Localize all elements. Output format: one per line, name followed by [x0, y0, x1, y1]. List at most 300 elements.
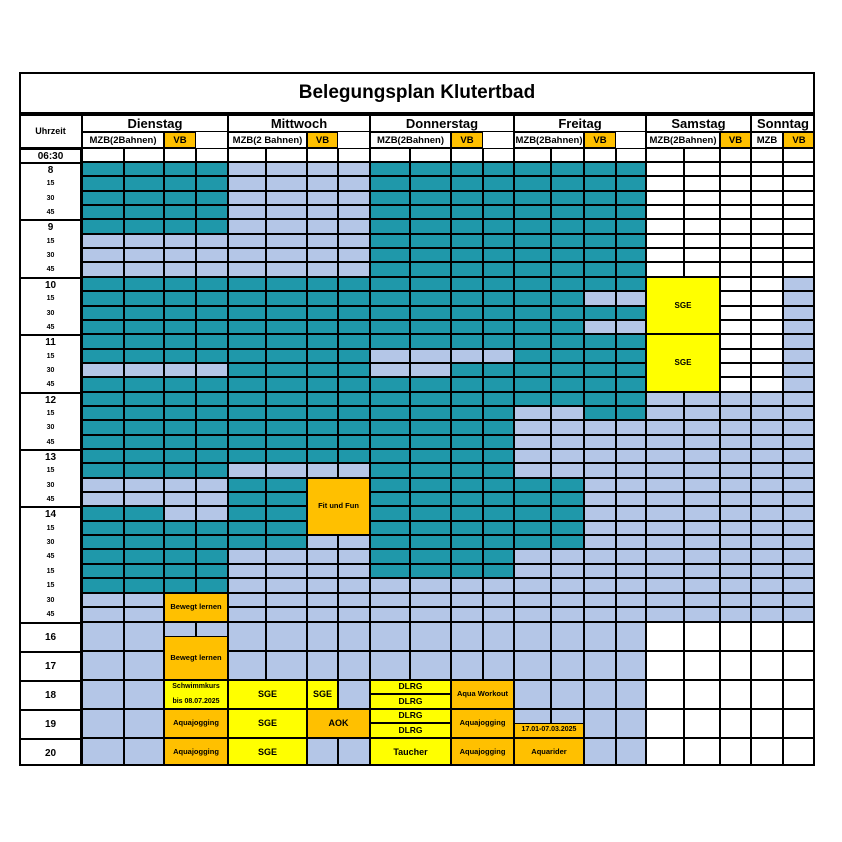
booking-block — [370, 680, 451, 694]
slot-cell — [584, 564, 616, 578]
slot-cell — [483, 535, 514, 549]
slot-cell — [483, 234, 514, 248]
slot-cell — [410, 176, 451, 191]
slot-cell — [584, 622, 616, 651]
slot-cell — [124, 162, 164, 176]
slot-cell — [783, 449, 815, 463]
slot-cell — [124, 578, 164, 593]
slot-cell — [196, 234, 228, 248]
slot-cell — [616, 334, 646, 349]
booking-label: DLRG — [398, 695, 423, 706]
slot-cell — [483, 506, 514, 521]
slot-cell — [338, 277, 370, 291]
slot-cell — [164, 219, 196, 234]
slot-cell — [164, 191, 196, 205]
slot-cell — [410, 248, 451, 262]
slot-cell — [124, 651, 164, 680]
slot-cell — [720, 506, 751, 521]
time-label: 30 — [19, 363, 82, 377]
slot-cell — [451, 564, 483, 578]
slot-cell — [514, 349, 551, 363]
slot-cell — [483, 205, 514, 219]
slot-cell — [196, 191, 228, 205]
slot-cell — [82, 463, 124, 478]
slot-cell — [82, 320, 124, 334]
slot-cell — [616, 549, 646, 564]
slot-cell — [228, 162, 266, 176]
slot-cell — [551, 306, 584, 320]
slot-cell — [616, 738, 646, 766]
slot-cell — [370, 363, 410, 377]
slot-cell — [616, 435, 646, 449]
booking-block — [164, 738, 228, 766]
booking-block — [228, 738, 307, 766]
slot-cell — [720, 593, 751, 607]
slot-cell — [751, 176, 783, 191]
slot-cell — [551, 492, 584, 506]
slot-cell — [720, 738, 751, 766]
slot-cell — [783, 406, 815, 420]
slot-cell — [783, 680, 815, 709]
slot-cell — [684, 449, 720, 463]
slot-cell — [451, 291, 483, 306]
slot-cell — [684, 191, 720, 205]
slot-cell — [783, 277, 815, 291]
slot-cell — [646, 521, 684, 535]
slot-cell — [338, 435, 370, 449]
slot-cell — [451, 320, 483, 334]
slot-cell — [551, 564, 584, 578]
slot-cell — [451, 449, 483, 463]
slot-cell — [751, 549, 783, 564]
booking-block — [370, 694, 451, 709]
slot-cell — [584, 406, 616, 420]
slot-cell — [584, 349, 616, 363]
slot-cell — [551, 506, 584, 521]
lane-header-vb: VB — [307, 132, 338, 148]
slot-cell — [196, 535, 228, 549]
slot-cell — [266, 478, 307, 492]
slot-cell — [228, 377, 266, 392]
slot-cell — [124, 492, 164, 506]
slot-cell — [551, 622, 584, 651]
slot-cell — [266, 392, 307, 406]
slot-cell — [514, 291, 551, 306]
slot-cell — [307, 277, 338, 291]
slot-cell — [228, 334, 266, 349]
slot-cell — [410, 478, 451, 492]
slot-cell — [338, 607, 370, 622]
time-label: 8 — [19, 162, 82, 176]
slot-cell — [164, 234, 196, 248]
slot-cell — [82, 680, 124, 709]
slot-cell — [551, 291, 584, 306]
slot-cell — [584, 306, 616, 320]
slot-cell — [514, 420, 551, 435]
slot-cell — [783, 306, 815, 320]
slot-cell — [584, 506, 616, 521]
slot-cell — [514, 320, 551, 334]
day-header: Sonntag — [751, 114, 815, 132]
slot-cell — [228, 205, 266, 219]
slot-cell — [584, 535, 616, 549]
day-separator — [645, 114, 647, 766]
slot-cell — [720, 277, 751, 291]
booking-label: SGE — [312, 689, 332, 700]
slot-cell — [751, 738, 783, 766]
lane-header-mzb: MZB(2Bahnen) — [646, 132, 720, 148]
slot-cell — [483, 248, 514, 262]
booking-label: Aquajogging — [459, 746, 506, 756]
slot-cell — [338, 578, 370, 593]
slot-cell — [307, 420, 338, 435]
slot-cell — [584, 162, 616, 176]
time-label: 9 — [19, 219, 82, 234]
slot-cell — [338, 549, 370, 564]
slot-cell — [684, 506, 720, 521]
slot-cell — [164, 578, 196, 593]
slot-cell — [451, 205, 483, 219]
time-label: 45 — [19, 320, 82, 334]
slot-cell — [720, 651, 751, 680]
slot-cell — [616, 219, 646, 234]
slot-cell — [783, 593, 815, 607]
slot-cell — [751, 406, 783, 420]
slot-cell — [646, 651, 684, 680]
slot-cell — [370, 306, 410, 320]
slot-cell — [483, 363, 514, 377]
slot-cell — [370, 478, 410, 492]
booking-label: Aquarider — [531, 746, 567, 756]
time-label: 45 — [19, 549, 82, 564]
slot-cell — [751, 506, 783, 521]
slot-cell — [164, 506, 196, 521]
time-label: 11 — [19, 334, 82, 349]
slot-cell — [370, 277, 410, 291]
slot-cell — [338, 377, 370, 392]
slot-cell — [751, 680, 783, 709]
slot-cell — [266, 607, 307, 622]
slot-cell — [410, 191, 451, 205]
slot-cell — [551, 363, 584, 377]
slot-cell — [228, 535, 266, 549]
time-label: 19 — [19, 709, 82, 738]
time-label: 30 — [19, 191, 82, 205]
slot-cell — [514, 549, 551, 564]
slot-cell — [196, 435, 228, 449]
slot-cell — [370, 535, 410, 549]
slot-cell — [307, 176, 338, 191]
slot-cell — [646, 449, 684, 463]
slot-cell — [783, 162, 815, 176]
slot-cell — [370, 607, 410, 622]
slot-cell — [370, 578, 410, 593]
slot-cell — [483, 392, 514, 406]
slot-cell — [164, 535, 196, 549]
slot-cell — [720, 549, 751, 564]
slot-cell — [124, 738, 164, 766]
slot-cell — [684, 521, 720, 535]
slot-cell — [751, 262, 783, 277]
slot-cell — [751, 377, 783, 392]
slot-cell — [82, 349, 124, 363]
slot-cell — [228, 492, 266, 506]
slot-cell — [751, 291, 783, 306]
slot-cell — [164, 148, 196, 162]
slot-cell — [646, 420, 684, 435]
slot-cell — [124, 549, 164, 564]
slot-cell — [646, 738, 684, 766]
slot-cell — [370, 234, 410, 248]
day-header: Donnerstag — [370, 114, 514, 132]
slot-cell — [514, 363, 551, 377]
slot-cell — [551, 449, 584, 463]
slot-cell — [720, 535, 751, 549]
slot-cell — [228, 277, 266, 291]
slot-cell — [551, 521, 584, 535]
slot-cell — [124, 521, 164, 535]
slot-cell — [751, 521, 783, 535]
slot-cell — [124, 248, 164, 262]
slot-cell — [338, 738, 370, 766]
slot-cell — [514, 651, 551, 680]
slot-cell — [646, 593, 684, 607]
slot-cell — [82, 449, 124, 463]
slot-cell — [266, 463, 307, 478]
slot-cell — [266, 219, 307, 234]
slot-cell — [124, 709, 164, 738]
slot-cell — [266, 148, 307, 162]
slot-cell — [338, 306, 370, 320]
booking-label: Aqua Workout — [456, 689, 509, 699]
slot-cell — [751, 709, 783, 738]
slot-cell — [196, 549, 228, 564]
time-label: 16 — [19, 622, 82, 651]
slot-cell — [228, 262, 266, 277]
slot-cell — [783, 607, 815, 622]
slot-cell — [266, 622, 307, 651]
slot-cell — [410, 535, 451, 549]
slot-cell — [720, 306, 751, 320]
slot-cell — [124, 392, 164, 406]
slot-cell — [483, 492, 514, 506]
slot-cell — [196, 334, 228, 349]
slot-cell — [451, 148, 483, 162]
slot-cell — [228, 176, 266, 191]
slot-cell — [720, 176, 751, 191]
slot-cell — [307, 463, 338, 478]
slot-cell — [266, 363, 307, 377]
slot-cell — [616, 162, 646, 176]
slot-cell — [164, 377, 196, 392]
slot-cell — [684, 478, 720, 492]
slot-cell — [307, 564, 338, 578]
slot-cell — [228, 191, 266, 205]
slot-cell — [124, 435, 164, 449]
slot-cell — [266, 349, 307, 363]
slot-cell — [228, 420, 266, 435]
slot-cell — [451, 277, 483, 291]
slot-cell — [410, 463, 451, 478]
time-label: 15 — [19, 176, 82, 191]
slot-cell — [266, 205, 307, 219]
slot-cell — [551, 549, 584, 564]
slot-cell — [124, 449, 164, 463]
slot-cell — [514, 478, 551, 492]
slot-cell — [410, 564, 451, 578]
slot-cell — [751, 219, 783, 234]
day-separator — [513, 114, 515, 766]
slot-cell — [751, 651, 783, 680]
slot-cell — [720, 578, 751, 593]
slot-cell — [196, 320, 228, 334]
slot-cell — [684, 420, 720, 435]
slot-cell — [266, 162, 307, 176]
slot-cell — [228, 478, 266, 492]
slot-cell — [616, 277, 646, 291]
slot-cell — [584, 578, 616, 593]
slot-cell — [370, 506, 410, 521]
slot-cell — [584, 738, 616, 766]
slot-cell — [483, 377, 514, 392]
slot-cell — [124, 219, 164, 234]
slot-cell — [751, 306, 783, 320]
slot-cell — [410, 420, 451, 435]
slot-cell — [410, 291, 451, 306]
slot-cell — [266, 435, 307, 449]
slot-cell — [196, 277, 228, 291]
slot-cell — [551, 651, 584, 680]
slot-cell — [584, 176, 616, 191]
slot-cell — [124, 205, 164, 219]
slot-cell — [551, 191, 584, 205]
slot-cell — [514, 205, 551, 219]
slot-cell — [164, 449, 196, 463]
slot-cell — [338, 205, 370, 219]
slot-cell — [338, 262, 370, 277]
slot-cell — [783, 262, 815, 277]
slot-cell — [196, 478, 228, 492]
slot-cell — [196, 392, 228, 406]
slot-cell — [483, 349, 514, 363]
slot-cell — [720, 162, 751, 176]
slot-cell — [646, 709, 684, 738]
slot-cell — [307, 363, 338, 377]
slot-cell — [720, 521, 751, 535]
slot-cell — [164, 521, 196, 535]
slot-cell — [451, 578, 483, 593]
slot-cell — [124, 320, 164, 334]
slot-cell — [196, 162, 228, 176]
slot-cell — [370, 406, 410, 420]
slot-cell — [451, 651, 483, 680]
booking-label: Taucher — [393, 746, 428, 757]
slot-cell — [164, 435, 196, 449]
slot-cell — [124, 349, 164, 363]
slot-cell — [720, 205, 751, 219]
slot-cell — [196, 377, 228, 392]
slot-cell — [514, 463, 551, 478]
slot-cell — [266, 262, 307, 277]
slot-cell — [82, 306, 124, 320]
slot-cell — [410, 148, 451, 162]
slot-cell — [338, 334, 370, 349]
slot-cell — [307, 320, 338, 334]
slot-cell — [584, 521, 616, 535]
slot-cell — [684, 593, 720, 607]
slot-cell — [338, 219, 370, 234]
slot-cell — [82, 435, 124, 449]
slot-cell — [451, 219, 483, 234]
slot-cell — [514, 248, 551, 262]
slot-cell — [551, 320, 584, 334]
slot-cell — [307, 306, 338, 320]
time-label: 14 — [19, 506, 82, 521]
booking-block — [646, 334, 720, 392]
slot-cell — [783, 651, 815, 680]
slot-cell — [684, 262, 720, 277]
slot-cell — [410, 622, 451, 651]
slot-cell — [584, 248, 616, 262]
slot-cell — [616, 148, 646, 162]
slot-cell — [684, 738, 720, 766]
slot-cell — [551, 593, 584, 607]
slot-cell — [266, 176, 307, 191]
booking-label: SGE — [674, 300, 692, 310]
slot-cell — [228, 593, 266, 607]
slot-cell — [514, 148, 551, 162]
slot-cell — [584, 320, 616, 334]
time-label: 15 — [19, 463, 82, 478]
slot-cell — [307, 349, 338, 363]
slot-cell — [616, 262, 646, 277]
slot-cell — [410, 234, 451, 248]
slot-cell — [410, 205, 451, 219]
slot-cell — [483, 549, 514, 564]
slot-cell — [584, 234, 616, 248]
slot-cell — [514, 593, 551, 607]
slot-cell — [551, 205, 584, 219]
booking-label: AOK — [328, 718, 349, 729]
slot-cell — [307, 651, 338, 680]
slot-cell — [551, 377, 584, 392]
slot-cell — [338, 234, 370, 248]
lane-header-vb: VB — [720, 132, 751, 148]
slot-cell — [483, 176, 514, 191]
slot-cell — [82, 420, 124, 435]
slot-cell — [266, 549, 307, 564]
booking-block — [164, 680, 228, 709]
slot-cell — [584, 363, 616, 377]
slot-cell — [451, 593, 483, 607]
slot-cell — [82, 392, 124, 406]
slot-cell — [196, 578, 228, 593]
day-header: Samstag — [646, 114, 751, 132]
lane-header-vb: VB — [164, 132, 196, 148]
booking-label: 17.01-07.03.2025 — [521, 726, 577, 734]
slot-cell — [684, 176, 720, 191]
slot-cell — [82, 709, 124, 738]
slot-cell — [551, 262, 584, 277]
slot-cell — [483, 291, 514, 306]
slot-cell — [228, 651, 266, 680]
lane-header-mzb: MZB(2Bahnen) — [370, 132, 451, 148]
slot-cell — [338, 248, 370, 262]
slot-cell — [514, 449, 551, 463]
slot-cell — [124, 564, 164, 578]
slot-cell — [124, 334, 164, 349]
slot-cell — [451, 492, 483, 506]
